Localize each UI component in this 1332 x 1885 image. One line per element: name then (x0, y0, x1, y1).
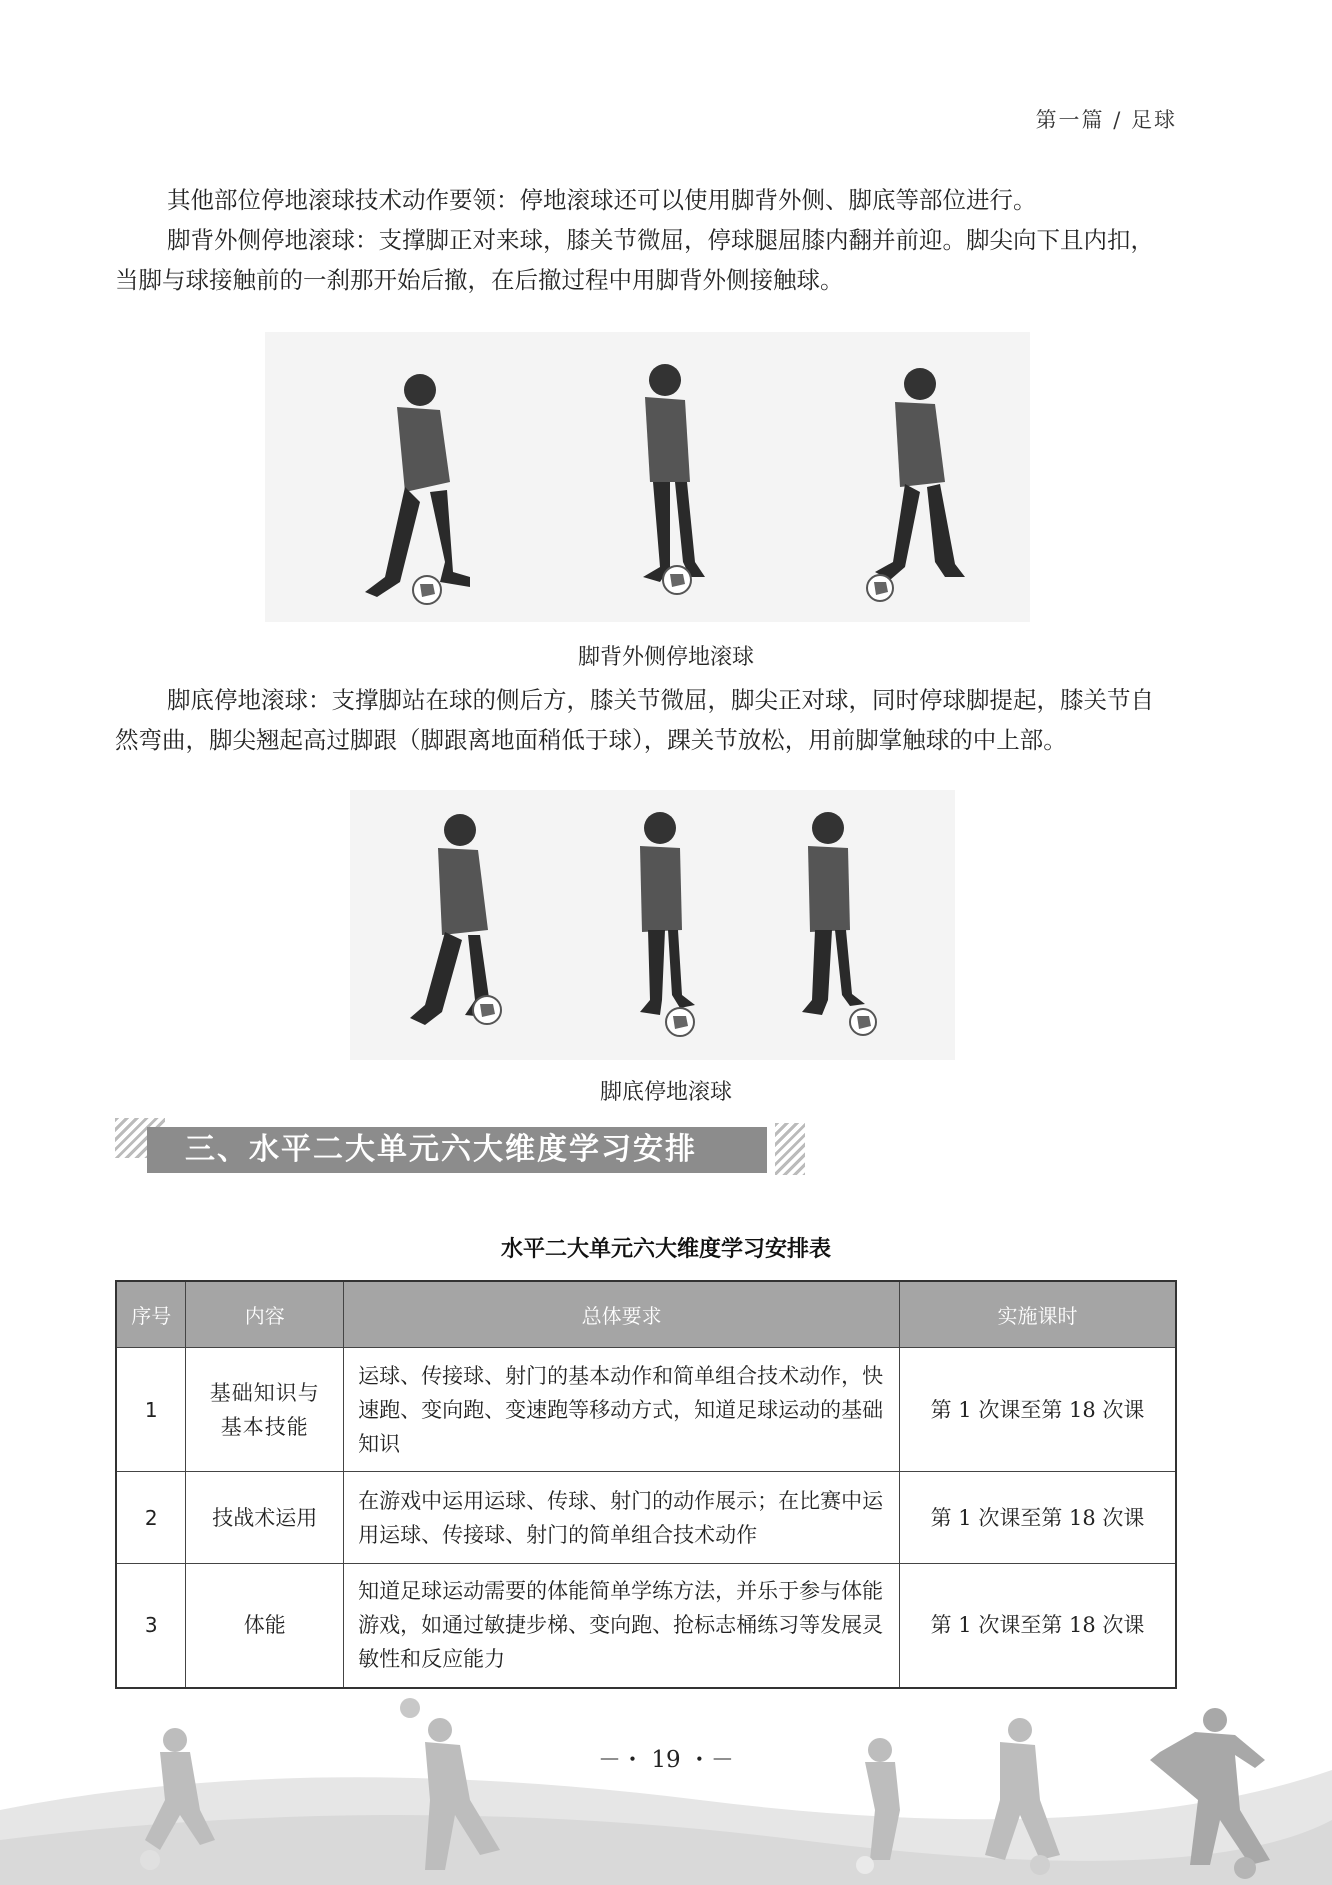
page-number: －・ 19 ・－ (598, 1747, 734, 1773)
ball-6 (850, 1009, 876, 1035)
cell-requirement: 运球、传接球、射门的基本动作和简单组合技术动作，快速跑、变向跑、变速跑等移动方式，知道足球运动的基础知识 (344, 1348, 900, 1472)
footer-silhouette-decoration (0, 1690, 1332, 1885)
cell-content: 基础知识与基本技能 (186, 1348, 344, 1472)
figure-caption-outer-instep: 脚背外侧停地滚球 (577, 645, 754, 670)
schedule-table (115, 1280, 1177, 1689)
cell-hours: 第 1 次课至第 18 次课 (900, 1564, 1176, 1688)
cell-no: 1 (116, 1348, 186, 1472)
ball-3 (867, 575, 893, 601)
header-requirement: 总体要求 (344, 1281, 900, 1348)
table-title: 水平二大单元六大维度学习安排表 (500, 1237, 831, 1262)
cell-content: 技战术运用 (186, 1472, 344, 1564)
table-row (116, 1348, 1176, 1472)
cell-hours: 第 1 次课至第 18 次课 (900, 1472, 1176, 1564)
cell-hours: 第 1 次课至第 18 次课 (900, 1348, 1176, 1472)
header-no: 序号 (116, 1281, 186, 1348)
paragraph-intro: 其他部位停地滚球技术动作要领：停地滚球还可以使用脚背外侧、脚底等部位进行。 (167, 186, 1037, 214)
section-heading (115, 1118, 805, 1174)
cell-content: 体能 (186, 1564, 344, 1688)
figure-sole-photo (350, 790, 955, 1060)
table-row (116, 1472, 1176, 1564)
paragraph-outer-instep: 脚背外侧停地滚球：支撑脚正对来球，膝关节微屈，停球腿屈膝内翻并前迎。脚尖向下且内扣，当脚与球接触前的一刹那开始后撤，在后撤过程中用脚背外侧接触球。 (115, 226, 1154, 294)
figure-outer-instep-photo (265, 332, 1030, 622)
ball-5 (666, 1008, 694, 1036)
table-header-row (116, 1281, 1176, 1348)
section-hatch-decoration-right (775, 1123, 805, 1175)
figure-caption-sole: 脚底停地滚球 (599, 1080, 732, 1105)
paragraph-sole: 脚底停地滚球：支撑脚站在球的侧后方，膝关节微屈，脚尖正对球，同时停球脚提起，膝关节自然弯曲，脚尖翘起高过脚跟（脚跟离地面稍低于球），踝关节放松，用前脚掌触球的中上部。 (115, 686, 1154, 754)
section-title: 三、水平二大单元六大维度学习安排 (147, 1127, 767, 1173)
table-row (116, 1564, 1176, 1688)
cell-requirement: 在游戏中运用运球、传球、射门的动作展示；在比赛中运用运球、传接球、射门的简单组合技术动作 (344, 1472, 900, 1564)
ball-4 (473, 996, 501, 1024)
cell-no: 3 (116, 1564, 186, 1688)
header-content: 内容 (186, 1281, 344, 1348)
ball-1 (413, 576, 441, 604)
header-hours: 实施课时 (900, 1281, 1176, 1348)
cell-no: 2 (116, 1472, 186, 1564)
ball-2 (663, 566, 691, 594)
running-header: 第一篇 / 足球 (1035, 108, 1177, 132)
cell-requirement: 知道足球运动需要的体能简单学练方法，并乐于参与体能游戏，如通过敏捷步梯、变向跑、抢标志桶练习等发展灵敏性和反应能力 (344, 1564, 900, 1688)
